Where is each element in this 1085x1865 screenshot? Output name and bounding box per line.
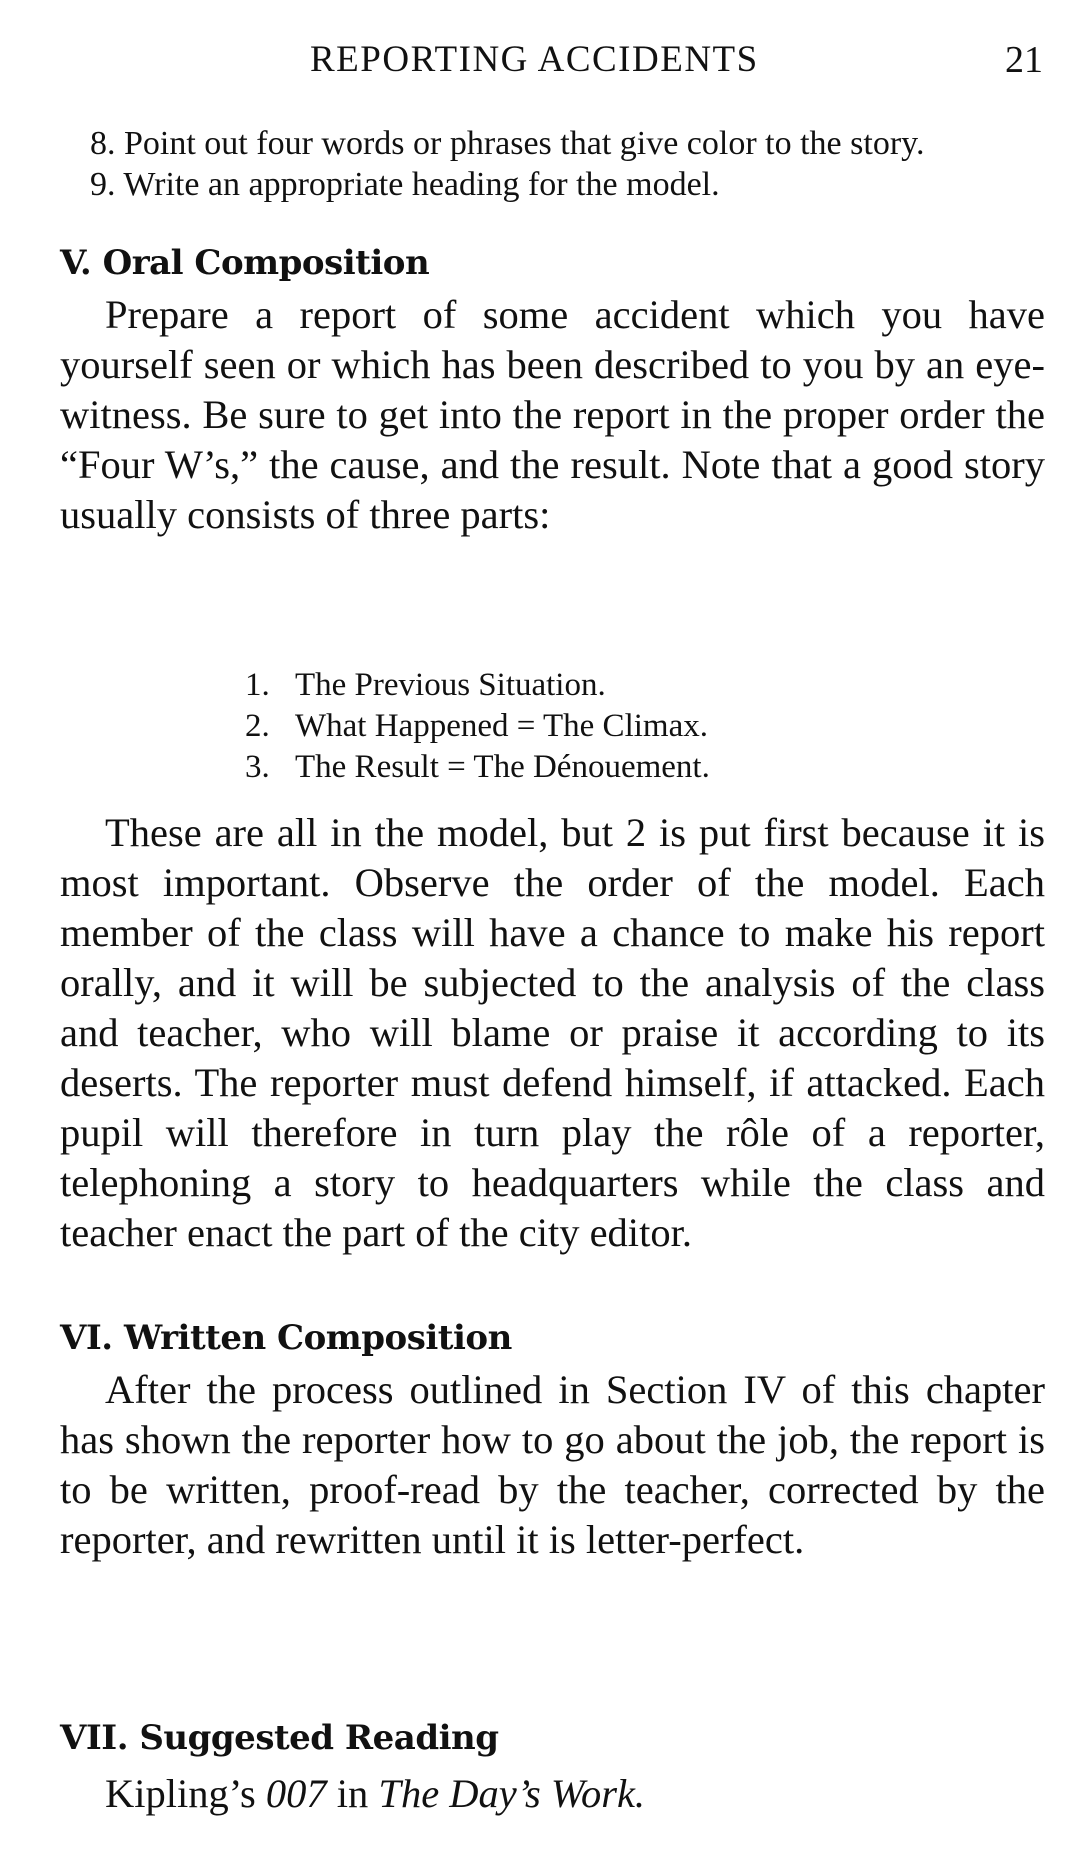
- written-composition-paragraph: [60, 1365, 1045, 1565]
- question-text: Point out four words or phrases that give color to the story.: [124, 125, 925, 162]
- question-item: [90, 164, 1050, 205]
- question-item: [90, 123, 1050, 164]
- section-heading-oral-composition: V. Oral Composition: [60, 243, 430, 283]
- reading-connector: in: [336, 1771, 369, 1816]
- story-part-item: 2. What Happened = The Climax.: [245, 708, 708, 744]
- oral-composition-paragraph: [60, 290, 1045, 540]
- story-part-item: 1. The Previous Situation.: [245, 667, 606, 703]
- reading-book-title: The Day’s Work.: [378, 1771, 646, 1816]
- paragraph-text: After the process outlined in Section IV of this chapter has shown the reporter how to go about the job, the report is to be written, proof-read by the teacher, corrected by the reporter, and rewritten until it is letter-perfect.: [60, 1367, 1045, 1562]
- question-list: [90, 123, 1050, 205]
- question-number: 8.: [90, 125, 116, 162]
- page-header: [0, 38, 1085, 88]
- reading-story-title: 007: [265, 1771, 327, 1816]
- paragraph-text: Prepare a report of some accident which you have yourself seen or which has been described to you by an eye-witness. Be sure to get into the report in the proper order the “Four W’s,” the cause, and the result. Note that a good story usually consists of three parts:: [60, 292, 1045, 537]
- paragraph-text: These are all in the model, but 2 is put first because it is most important. Observe the order of the model. Each member of the class will have a chance to make his report orally, and it will be subjected to the analysis of the class and teacher, who will blame or praise it according to its deserts. The reporter must defend himself, if attacked. Each pupil will therefore in turn play the rôle of a reporter, telephoning a story to headquarters while the class and teacher enact the part of the city editor.: [60, 810, 1045, 1255]
- story-parts-list: [245, 665, 710, 788]
- reading-author: Kipling’s: [105, 1771, 256, 1816]
- running-title: REPORTING ACCIDENTS: [310, 39, 759, 80]
- suggested-reading-line: [105, 1770, 645, 1817]
- section-heading-suggested-reading: VII. Suggested Reading: [60, 1718, 499, 1758]
- section-heading-written-composition: VI. Written Composition: [60, 1318, 512, 1358]
- question-text: Write an appropriate heading for the model.: [123, 166, 720, 203]
- oral-composition-paragraph-2: [60, 808, 1045, 1258]
- story-part-item: 3. The Result = The Dénouement.: [245, 749, 710, 785]
- page-number: 21: [1005, 39, 1043, 81]
- question-number: 9.: [90, 166, 116, 203]
